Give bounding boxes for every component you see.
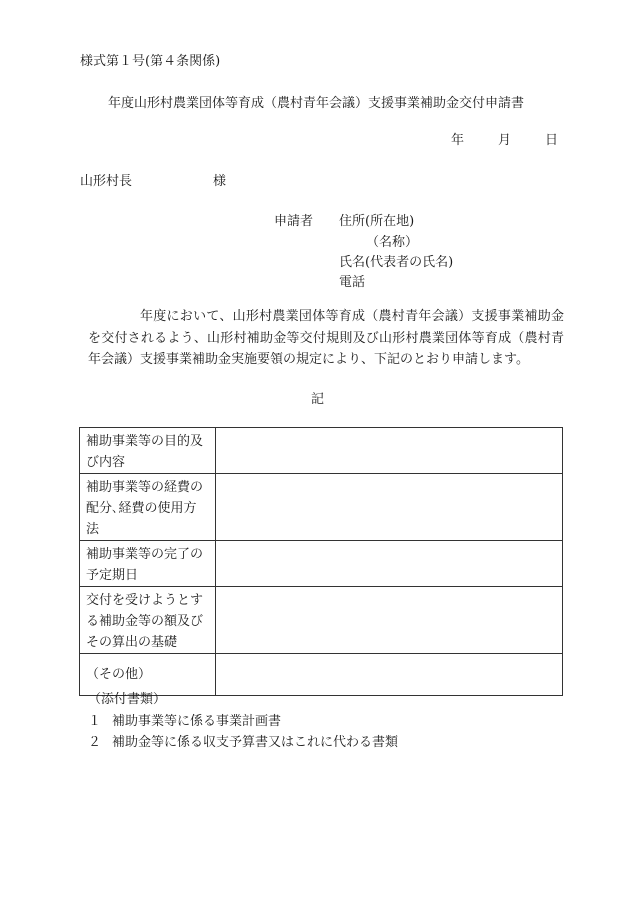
attachment-text: 補助事業等に係る事業計画書 bbox=[112, 714, 282, 729]
applicant-phone-label: 電話 bbox=[339, 275, 366, 290]
applicant-organization-name-label: （名称） bbox=[366, 235, 419, 250]
date-year-label: 年 bbox=[451, 133, 465, 148]
attachment-number: ２ bbox=[88, 735, 102, 750]
row-label-other: （その他） bbox=[80, 654, 216, 696]
date-day-label: 日 bbox=[545, 133, 559, 148]
row-label-purpose: 補助事業等の目的及び内容 bbox=[80, 428, 216, 474]
form-number: 様式第１号(第４条関係) bbox=[80, 54, 221, 69]
row-label-amount-basis: 交付を受けようとする補助金等の額及びその算出の基礎 bbox=[80, 587, 216, 654]
ki-heading: 記 bbox=[311, 392, 325, 407]
addressee-name: 山形村長 bbox=[80, 174, 133, 189]
applicant-address-label: 住所(所在地) bbox=[339, 214, 415, 229]
applicant-representative-name-label: 氏名(代表者の氏名) bbox=[339, 255, 454, 270]
attachment-number: １ bbox=[88, 714, 102, 729]
application-details-table bbox=[79, 427, 563, 696]
date-month-label: 月 bbox=[498, 133, 512, 148]
row-value-purpose[interactable] bbox=[216, 428, 563, 474]
row-value-other[interactable] bbox=[216, 654, 563, 696]
addressee-honorific: 様 bbox=[213, 174, 227, 189]
list-item bbox=[88, 710, 281, 729]
list-item bbox=[88, 731, 398, 750]
applicant-label: 申請者 bbox=[274, 214, 314, 229]
application-statement: 年度において、山形村農業団体等育成（農村青年会議）支援事業補助金を交付されるよう、山形村補助金等交付規則及び山形村農業団体等育成（農村青年会議）支援事業補助金実施要領の規定により、下記のとおり申請します。 bbox=[88, 309, 564, 367]
attachments-heading: （添付書類） bbox=[88, 692, 167, 707]
row-label-expense-allocation: 補助事業等の経費の配分､経費の使用方法 bbox=[80, 474, 216, 541]
row-value-completion-date[interactable] bbox=[216, 541, 563, 587]
table-row bbox=[80, 428, 563, 474]
row-label-completion-date: 補助事業等の完了の予定期日 bbox=[80, 541, 216, 587]
table-row bbox=[80, 474, 563, 541]
attachment-text: 補助金等に係る収支予算書又はこれに代わる書類 bbox=[112, 735, 399, 750]
row-value-expense-allocation[interactable] bbox=[216, 474, 563, 541]
table-row bbox=[80, 587, 563, 654]
table-row bbox=[80, 541, 563, 587]
row-value-amount-basis[interactable] bbox=[216, 587, 563, 654]
document-title: 年度山形村農業団体等育成（農村青年会議）支援事業補助金交付申請書 bbox=[108, 96, 525, 111]
